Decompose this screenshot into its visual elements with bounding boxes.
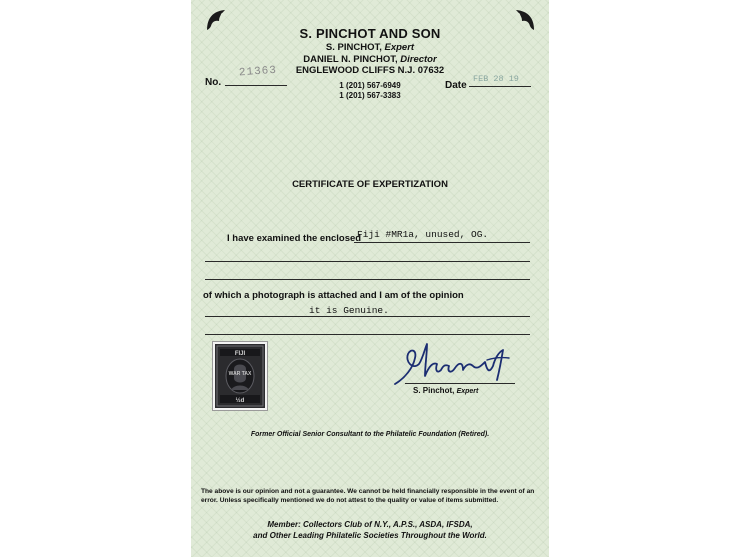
phone-2: 1 (201) 567-3383 — [339, 91, 401, 100]
director-name: DANIEL N. PINCHOT, — [303, 54, 398, 65]
number-label: No. — [205, 77, 222, 88]
former-consultant-note: Former Official Senior Consultant to the Philatelic Foundation (Retired). — [250, 431, 490, 438]
director-title: Director — [400, 54, 437, 65]
opinion-text: it is Genuine. — [309, 305, 389, 316]
address: ENGLEWOOD CLIFFS N.J. 07632 — [295, 65, 445, 76]
signer-title: Expert — [456, 388, 479, 395]
signer-name: S. Pinchot, — [413, 386, 455, 395]
company-name: S. PINCHOT AND SON — [299, 26, 441, 41]
expert-title: Expert — [384, 42, 415, 53]
membership-line-1: Member: Collectors Club of N.Y., A.P.S., ASDA, IFSDA, — [267, 520, 473, 529]
stamp-country: FIJI — [234, 351, 246, 357]
certificate-page — [191, 0, 549, 557]
membership-line-2: and Other Leading Philatelic Societies Throughout the World. — [253, 531, 487, 540]
blank-line-1 — [205, 261, 530, 262]
stamp-value: ½d — [235, 398, 245, 404]
examined-item: Fiji #MR1a, unused, OG. — [357, 229, 489, 240]
stamp-photograph — [213, 342, 267, 410]
date-label: Date — [445, 80, 467, 91]
stamp-overprint: WAR TAX — [228, 371, 252, 377]
item-underline — [354, 242, 530, 243]
director-line — [191, 54, 549, 65]
date-underline — [469, 86, 531, 87]
opinion-underline — [205, 316, 530, 317]
disclaimer-text: The above is our opinion and not a guarantee. We cannot be held financially responsible in the event of an error. Unless specifically mentioned we do not attest to the quality or value of items submitted. — [201, 488, 535, 504]
phone-1: 1 (201) 567-6949 — [339, 81, 401, 90]
blank-line-2 — [205, 279, 530, 280]
signature-caption — [413, 386, 478, 395]
certificate-number: 21363 — [238, 64, 278, 80]
stamp-image — [215, 344, 265, 408]
expert-line — [191, 42, 549, 53]
examined-text: I have examined the enclosed — [227, 233, 362, 244]
photo-text: of which a photograph is attached and I am of the opinion — [203, 290, 464, 301]
certificate-title: CERTIFICATE OF EXPERTIZATION — [292, 179, 448, 190]
signature-line — [405, 383, 515, 384]
blank-line-3 — [205, 334, 530, 335]
number-underline — [225, 85, 287, 86]
membership-note — [191, 519, 549, 541]
expert-name: S. PINCHOT, — [325, 42, 382, 53]
certificate-date: FEB 28 19 — [473, 74, 519, 84]
